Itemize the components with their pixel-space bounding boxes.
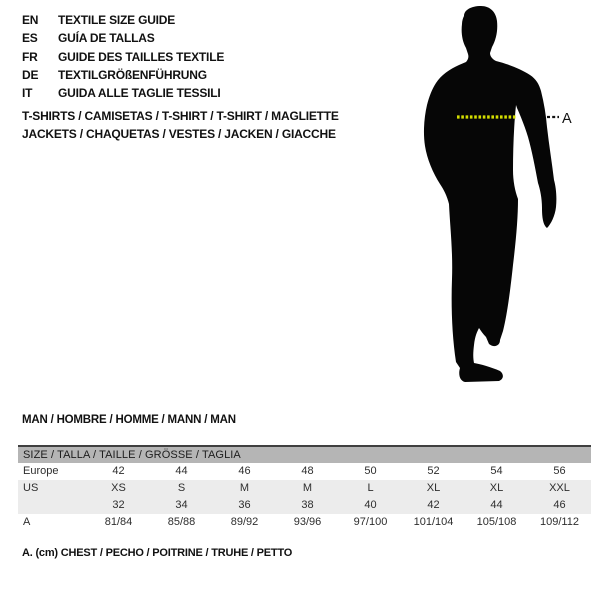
table-cell: 85/88 <box>167 516 196 528</box>
table-cell: M <box>239 482 250 494</box>
table-cell: 46 <box>553 499 566 511</box>
man-silhouette <box>424 6 556 382</box>
table-cell: 56 <box>553 465 566 477</box>
measure-label-a: A <box>562 111 572 127</box>
table-cell: L <box>367 482 374 494</box>
table-cell: 42 <box>427 499 440 511</box>
language-label: TEXTILE SIZE GUIDE <box>58 13 176 27</box>
language-label: GUÍA DE TALLAS <box>58 31 155 46</box>
language-row <box>22 66 224 84</box>
language-code: EN <box>22 13 39 27</box>
table-cell: 101/104 <box>413 516 454 528</box>
size-table-header: SIZE / TALLA / TAILLE / GRÖSSE / TAGLIA <box>18 447 591 463</box>
language-row <box>22 11 224 29</box>
table-cell: XS <box>111 482 126 494</box>
table-cell: M <box>302 482 313 494</box>
language-label: GUIDA ALLE TAGLIE TESSILI <box>58 86 221 101</box>
language-code: IT <box>22 86 33 101</box>
table-cell: 42 <box>112 465 125 477</box>
size-table <box>18 445 591 531</box>
language-code: ES <box>22 31 38 46</box>
table-row-europe <box>18 463 591 480</box>
row-label: US <box>23 482 39 494</box>
language-row <box>22 29 224 47</box>
table-cell: 40 <box>364 499 377 511</box>
table-cell: 52 <box>427 465 440 477</box>
language-row <box>22 48 224 66</box>
table-cell: XXL <box>549 482 570 494</box>
table-row-us <box>18 480 591 497</box>
category-line-tshirts: T-SHIRTS / CAMISETAS / T-SHIRT / T-SHIRT / MAGLIETTE <box>22 109 339 123</box>
table-cell: S <box>177 482 186 494</box>
table-cell: 32 <box>112 499 125 511</box>
table-cell: 44 <box>490 499 503 511</box>
language-code: FR <box>22 49 38 64</box>
table-cell: 93/96 <box>293 516 322 528</box>
category-lines <box>22 107 339 143</box>
man-silhouette-figure <box>400 0 600 400</box>
table-cell: 36 <box>238 499 251 511</box>
language-label: GUIDE DES TAILLES TEXTILE <box>58 49 225 64</box>
table-row-numeric <box>18 497 591 514</box>
table-cell: 109/112 <box>540 516 579 528</box>
row-label: Europe <box>23 465 59 477</box>
language-code: DE <box>22 67 39 82</box>
table-cell: 81/84 <box>104 516 133 528</box>
table-row-chest-a <box>18 514 591 531</box>
language-list <box>22 11 224 102</box>
language-row <box>22 84 224 102</box>
table-cell: XL <box>489 482 504 494</box>
table-cell: 50 <box>364 465 377 477</box>
table-cell: XL <box>426 482 441 494</box>
language-label: TEXTILGRÖßENFÜHRUNG <box>58 67 207 82</box>
table-cell: 105/108 <box>476 516 517 528</box>
row-label: A <box>23 516 31 528</box>
table-cell: 48 <box>301 465 314 477</box>
table-cell: 54 <box>490 465 503 477</box>
table-cell: 44 <box>175 465 188 477</box>
table-cell: 97/100 <box>353 516 388 528</box>
section-title-man: MAN / HOMBRE / HOMME / MANN / MAN <box>22 414 236 426</box>
measurement-footnote: A. (cm) CHEST / PECHO / POITRINE / TRUHE / PETTO <box>22 547 293 559</box>
category-line-jackets: JACKETS / CHAQUETAS / VESTES / JACKEN / GIACCHE <box>22 127 336 141</box>
table-cell: 38 <box>301 499 314 511</box>
table-cell: 34 <box>175 499 188 511</box>
table-cell: 89/92 <box>230 516 259 528</box>
row-label <box>18 497 87 514</box>
table-cell: 46 <box>238 465 251 477</box>
